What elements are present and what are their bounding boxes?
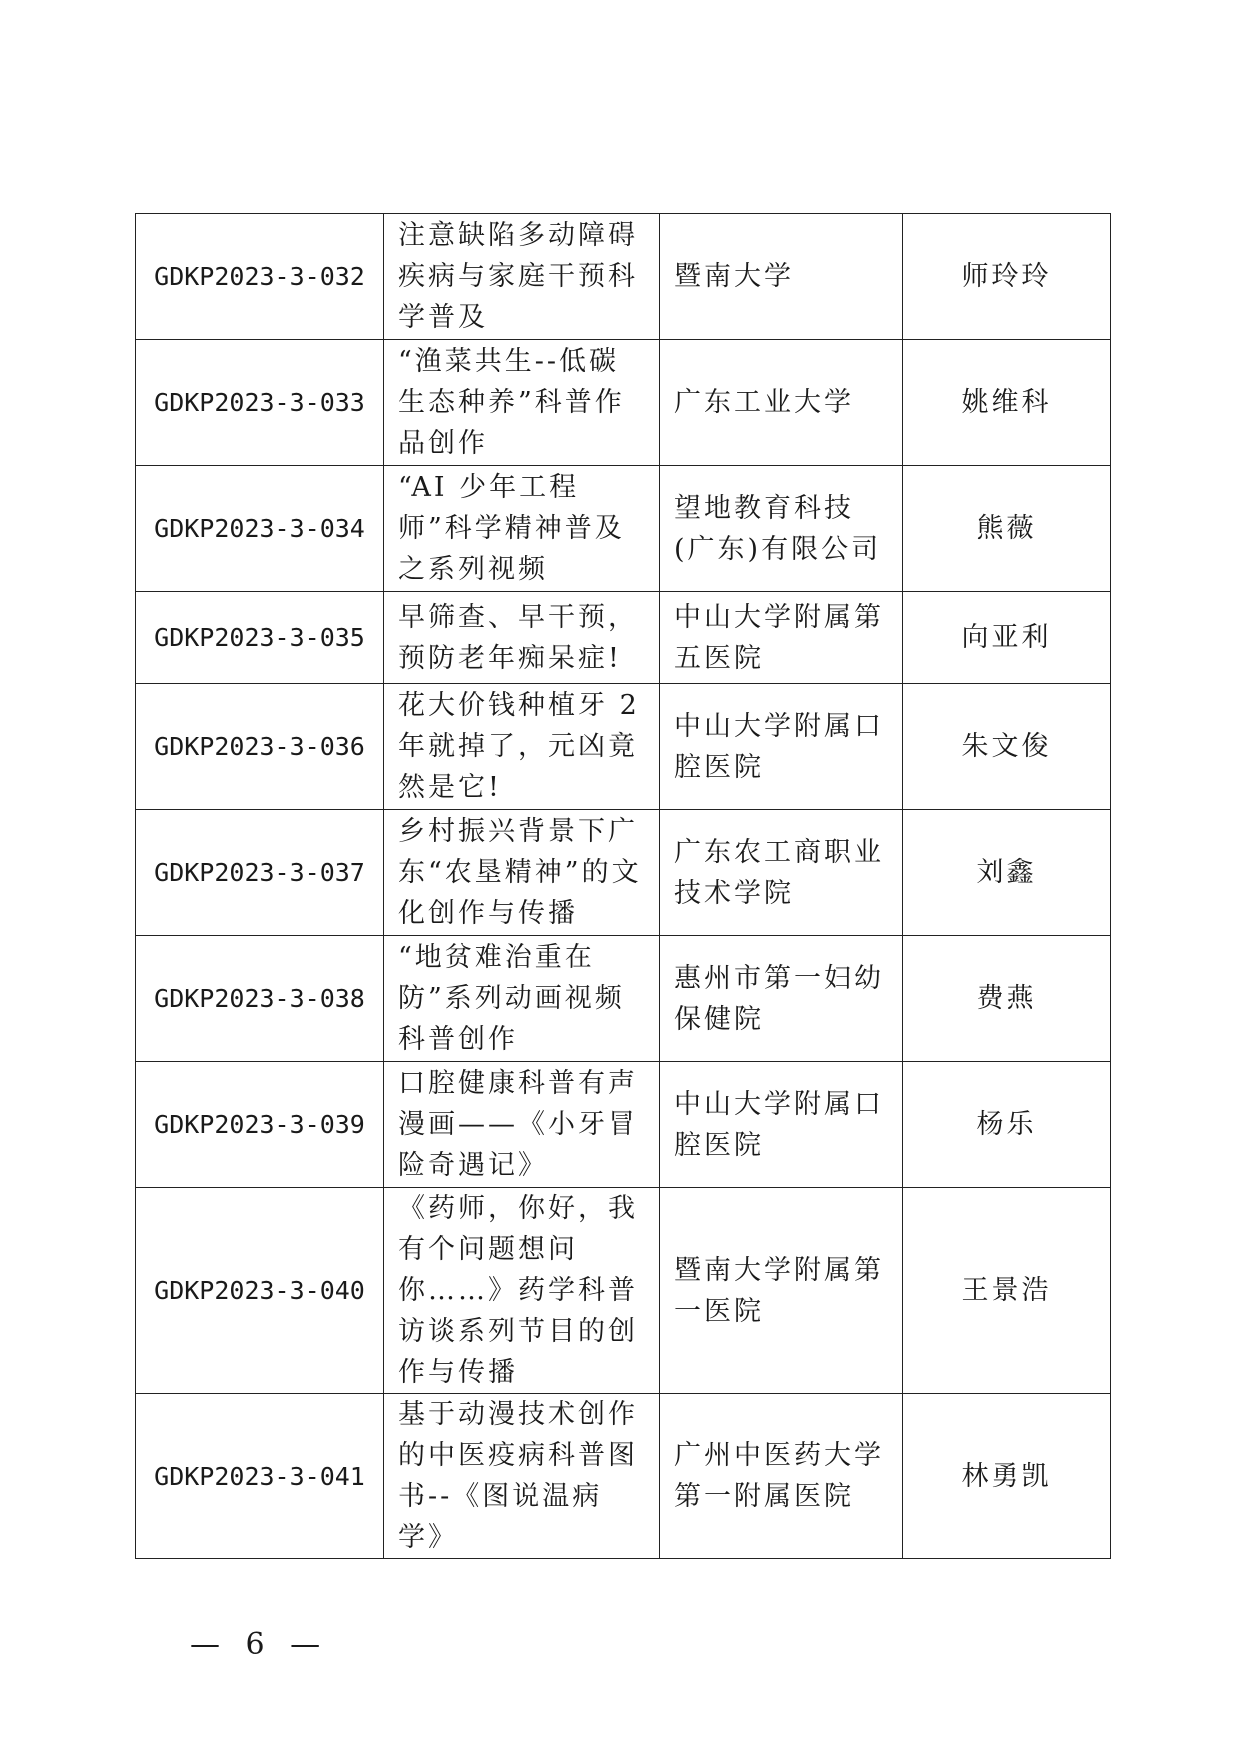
table-row (136, 466, 1111, 592)
project-organization: 广东工业大学 (660, 340, 903, 466)
project-code: GDKP2023-3-034 (136, 466, 384, 592)
project-organization: 广州中医药大学第一附属医院 (660, 1394, 903, 1559)
table-row (136, 1062, 1111, 1188)
project-code: GDKP2023-3-039 (136, 1062, 384, 1188)
project-leader: 林勇凯 (903, 1394, 1111, 1559)
project-title: 早筛查、早干预，预防老年痴呆症! (384, 592, 660, 684)
project-title: “AI 少年工程师”科学精神普及之系列视频 (384, 466, 660, 592)
award-table (135, 213, 1111, 1559)
table-row (136, 810, 1111, 936)
project-code: GDKP2023-3-040 (136, 1188, 384, 1394)
project-code: GDKP2023-3-036 (136, 684, 384, 810)
table-row (136, 936, 1111, 1062)
project-leader: 师玲玲 (903, 214, 1111, 340)
project-title: 花大价钱种植牙 2 年就掉了，元凶竟然是它! (384, 684, 660, 810)
project-leader: 费燕 (903, 936, 1111, 1062)
project-leader: 向亚利 (903, 592, 1111, 684)
project-organization: 广东农工商职业技术学院 (660, 810, 903, 936)
project-title: 《药师，你好，我有个问题想问你……》药学科普访谈系列节目的创作与传播 (384, 1188, 660, 1394)
table-row (136, 1394, 1111, 1559)
project-title: 注意缺陷多动障碍疾病与家庭干预科学普及 (384, 214, 660, 340)
project-organization: 中山大学附属口腔医院 (660, 684, 903, 810)
page-number: — 6 — (190, 1627, 329, 1662)
project-organization: 望地教育科技(广东)有限公司 (660, 466, 903, 592)
project-code: GDKP2023-3-035 (136, 592, 384, 684)
project-organization: 暨南大学附属第一医院 (660, 1188, 903, 1394)
project-organization: 中山大学附属第五医院 (660, 592, 903, 684)
project-leader: 熊薇 (903, 466, 1111, 592)
table-row (136, 340, 1111, 466)
table-row (136, 592, 1111, 684)
project-leader: 刘鑫 (903, 810, 1111, 936)
project-code: GDKP2023-3-032 (136, 214, 384, 340)
project-title: “地贫难治重在防”系列动画视频科普创作 (384, 936, 660, 1062)
table-row (136, 684, 1111, 810)
project-code: GDKP2023-3-037 (136, 810, 384, 936)
project-leader: 王景浩 (903, 1188, 1111, 1394)
project-organization: 中山大学附属口腔医院 (660, 1062, 903, 1188)
project-title: 乡村振兴背景下广东“农垦精神”的文化创作与传播 (384, 810, 660, 936)
project-organization: 惠州市第一妇幼保健院 (660, 936, 903, 1062)
table-row (136, 1188, 1111, 1394)
project-leader: 姚维科 (903, 340, 1111, 466)
project-title: 基于动漫技术创作的中医疫病科普图书--《图说温病学》 (384, 1394, 660, 1559)
project-code: GDKP2023-3-033 (136, 340, 384, 466)
project-organization: 暨南大学 (660, 214, 903, 340)
award-table-body (136, 214, 1111, 1559)
project-code: GDKP2023-3-041 (136, 1394, 384, 1559)
project-leader: 朱文俊 (903, 684, 1111, 810)
project-code: GDKP2023-3-038 (136, 936, 384, 1062)
project-title: 口腔健康科普有声漫画——《小牙冒险奇遇记》 (384, 1062, 660, 1188)
project-leader: 杨乐 (903, 1062, 1111, 1188)
project-title: “渔菜共生--低碳生态种养”科普作品创作 (384, 340, 660, 466)
table-row (136, 214, 1111, 340)
